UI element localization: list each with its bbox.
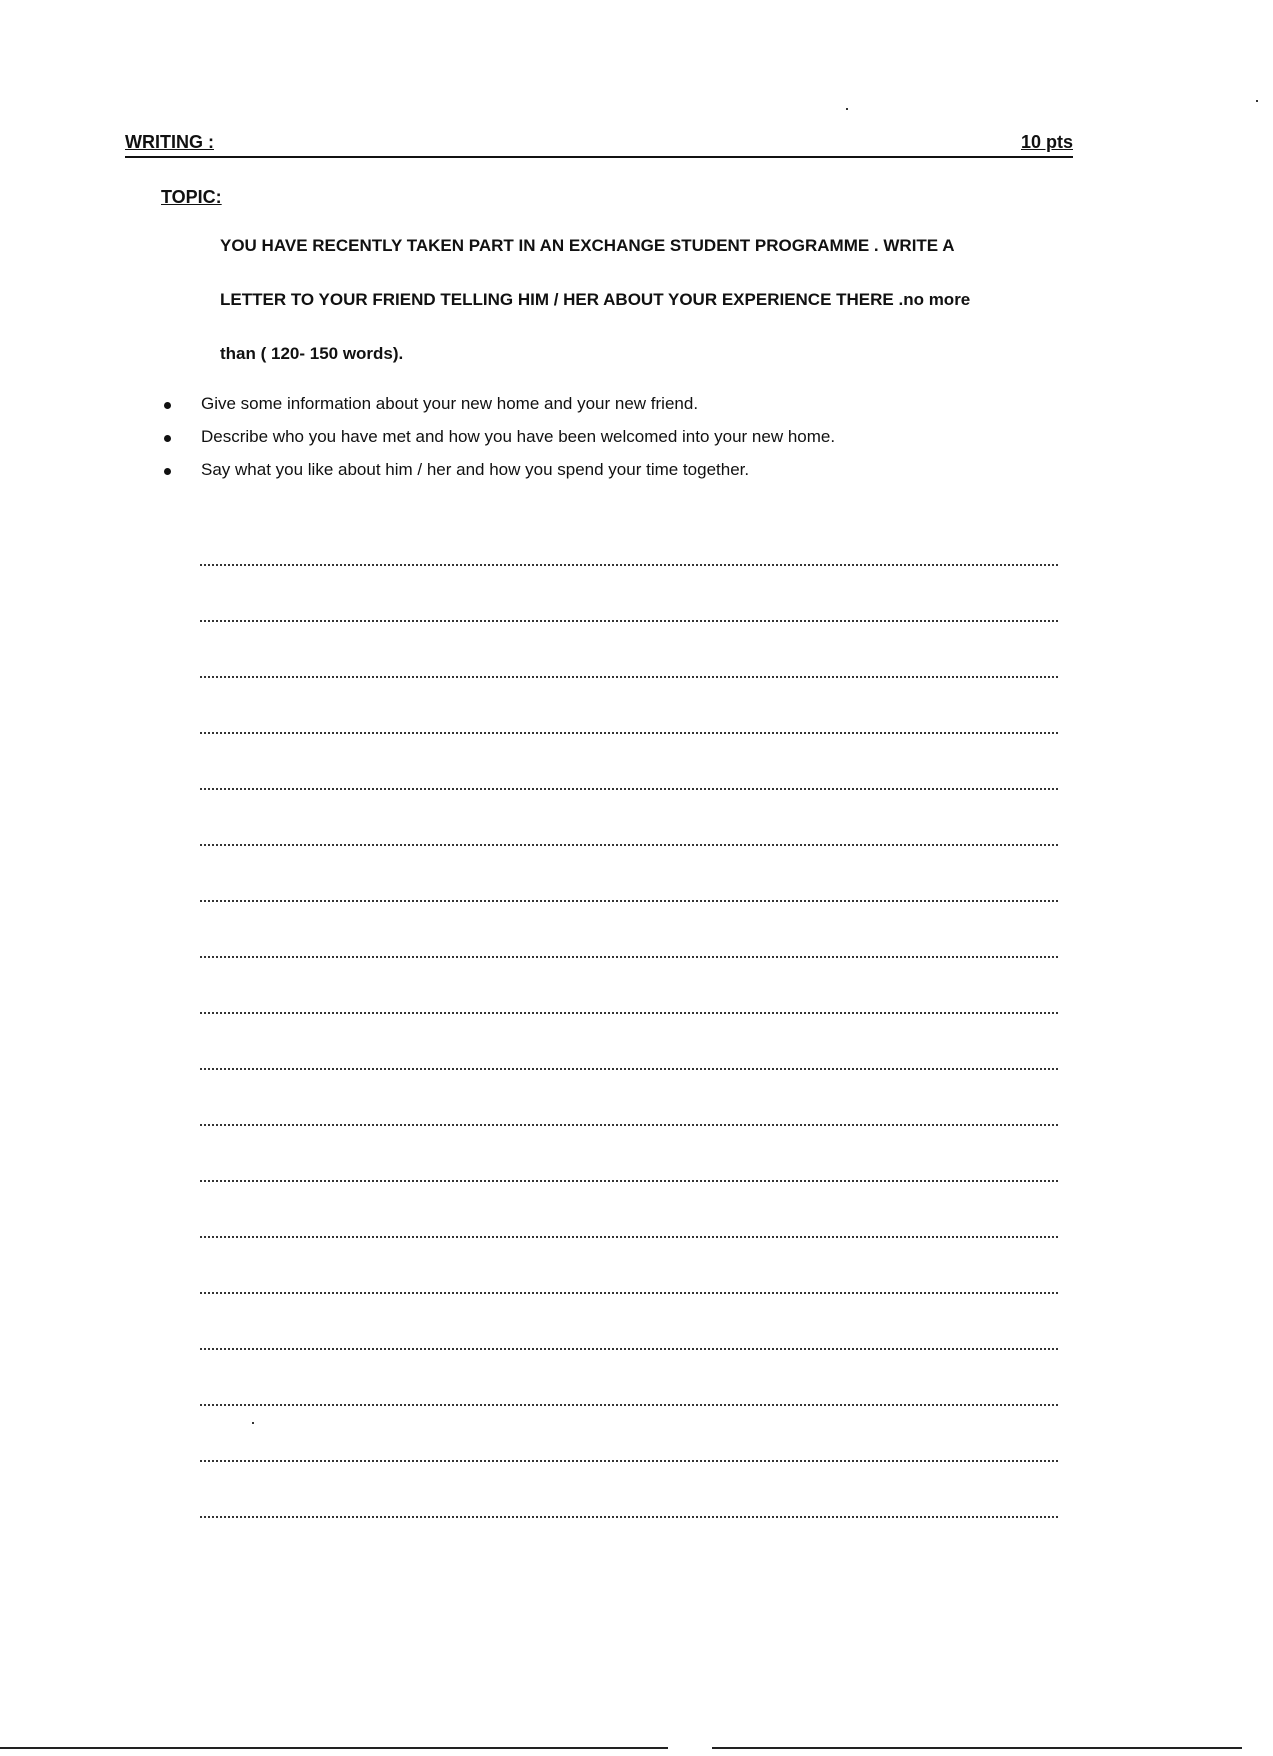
scan-speck (1256, 100, 1258, 102)
answer-line[interactable] (200, 1070, 1058, 1126)
answer-line[interactable] (200, 678, 1058, 734)
section-title: WRITING : (125, 132, 214, 152)
scan-speck (846, 108, 848, 110)
bullet-icon (164, 468, 171, 475)
instruction-item (160, 427, 835, 460)
answer-area[interactable] (200, 510, 1058, 1518)
topic-line-1: YOU HAVE RECENTLY TAKEN PART IN AN EXCHANGE STUDENT PROGRAMME . WRITE A (220, 236, 955, 255)
instruction-text: Say what you like about him / her and how you spend your time together. (201, 460, 750, 479)
answer-line[interactable] (200, 1014, 1058, 1070)
answer-line[interactable] (200, 902, 1058, 958)
instruction-text: Describe who you have met and how you have been welcomed into your new home. (201, 427, 836, 446)
instruction-list (160, 394, 835, 493)
section-header (125, 130, 1073, 158)
points-label: 10 pts (1020, 132, 1073, 152)
instruction-text: Give some information about your new home and your new friend. (201, 394, 699, 413)
topic-line-3: than ( 120- 150 words). (220, 344, 404, 363)
topic-label: TOPIC: (161, 187, 222, 207)
answer-line[interactable] (200, 790, 1058, 846)
answer-line[interactable] (200, 622, 1058, 678)
answer-line[interactable] (200, 958, 1058, 1014)
answer-line[interactable] (200, 1126, 1058, 1182)
footer-rule (712, 1747, 1242, 1749)
answer-line[interactable] (200, 1406, 1058, 1462)
answer-line[interactable] (200, 566, 1058, 622)
answer-line[interactable] (200, 1238, 1058, 1294)
answer-line[interactable] (200, 734, 1058, 790)
bullet-icon (164, 435, 171, 442)
footer-rule (0, 1747, 668, 1749)
bullet-icon (164, 402, 171, 409)
answer-line[interactable] (200, 1182, 1058, 1238)
answer-line[interactable] (200, 1462, 1058, 1518)
scan-speck (252, 1422, 254, 1424)
topic-line-2: LETTER TO YOUR FRIEND TELLING HIM / HER ABOUT YOUR EXPERIENCE THERE .no more (220, 290, 971, 309)
answer-line[interactable] (200, 1294, 1058, 1350)
instruction-item (160, 394, 835, 427)
answer-line[interactable] (200, 510, 1058, 566)
answer-line[interactable] (200, 846, 1058, 902)
instruction-item (160, 460, 835, 493)
answer-line[interactable] (200, 1350, 1058, 1406)
